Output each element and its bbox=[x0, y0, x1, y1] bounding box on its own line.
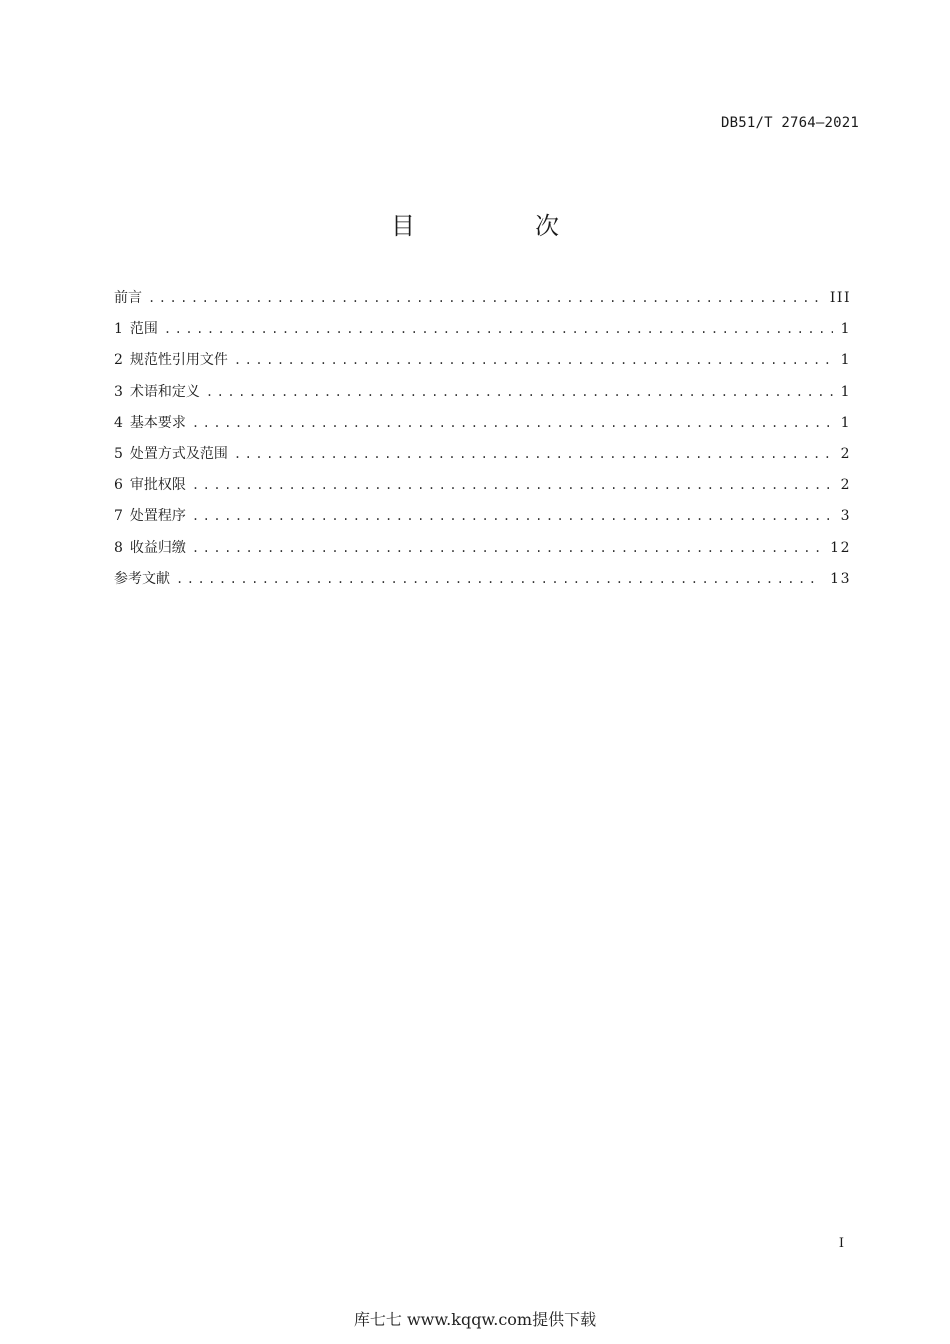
toc-entry-number: 5 bbox=[114, 445, 123, 462]
toc-entry-label bbox=[114, 318, 164, 340]
toc-entry[interactable] bbox=[114, 349, 851, 380]
toc-entry-page: 13 bbox=[830, 570, 851, 587]
toc-entry-number: 8 bbox=[114, 539, 123, 556]
toc-entry-label bbox=[114, 412, 192, 434]
toc-entry[interactable] bbox=[114, 287, 851, 318]
toc-dot-leader bbox=[234, 443, 833, 465]
toc-entry-text: 基本要求 bbox=[129, 414, 186, 431]
toc-entry-number: 1 bbox=[114, 321, 123, 338]
toc-list bbox=[114, 287, 851, 599]
toc-entry-label bbox=[114, 443, 234, 465]
toc-entry-label bbox=[114, 349, 234, 371]
toc-dot-leader bbox=[148, 287, 822, 309]
toc-entry-number: 4 bbox=[114, 414, 123, 431]
toc-entry-page: 2 bbox=[840, 445, 851, 462]
toc-entry[interactable] bbox=[114, 474, 851, 505]
toc-entry-page: 1 bbox=[840, 352, 851, 369]
toc-entry[interactable] bbox=[114, 505, 851, 536]
toc-entry-number: 2 bbox=[114, 352, 123, 369]
toc-entry[interactable] bbox=[114, 381, 851, 412]
document-code: DB51/T 2764—2021 bbox=[720, 115, 859, 131]
toc-entry-text: 处置方式及范围 bbox=[129, 445, 228, 462]
toc-dot-leader bbox=[192, 412, 833, 434]
toc-entry-label bbox=[114, 568, 176, 590]
toc-entry[interactable] bbox=[114, 568, 851, 599]
toc-entry-label bbox=[114, 381, 206, 403]
toc-entry-text: 处置程序 bbox=[129, 508, 186, 525]
toc-entry-label bbox=[114, 537, 192, 559]
toc-entry-label bbox=[114, 287, 148, 309]
toc-entry[interactable] bbox=[114, 412, 851, 443]
toc-entry-page: 12 bbox=[830, 539, 851, 556]
toc-dot-leader bbox=[192, 505, 833, 527]
toc-entry-page: 2 bbox=[840, 477, 851, 494]
toc-entry-text: 收益归缴 bbox=[129, 539, 186, 556]
toc-dot-leader bbox=[164, 318, 833, 340]
page-number: I bbox=[838, 1236, 844, 1251]
toc-entry-text: 参考文献 bbox=[114, 570, 170, 587]
toc-entry-page: 1 bbox=[840, 383, 851, 400]
toc-entry-page: 1 bbox=[840, 414, 851, 431]
toc-entry-text: 审批权限 bbox=[129, 477, 186, 494]
toc-entry[interactable] bbox=[114, 443, 851, 474]
toc-entry-label bbox=[114, 474, 192, 496]
toc-entry-page: 1 bbox=[840, 321, 851, 338]
toc-entry-text: 范围 bbox=[129, 321, 158, 338]
toc-entry-page: III bbox=[829, 290, 851, 306]
toc-dot-leader bbox=[176, 568, 822, 590]
toc-entry[interactable] bbox=[114, 537, 851, 568]
toc-entry-number: 7 bbox=[114, 508, 123, 525]
toc-entry-page: 3 bbox=[840, 508, 851, 525]
toc-dot-leader bbox=[234, 349, 833, 371]
toc-entry-number: 3 bbox=[114, 383, 123, 400]
toc-entry[interactable] bbox=[114, 318, 851, 349]
toc-dot-leader bbox=[206, 381, 833, 403]
toc-dot-leader bbox=[192, 474, 833, 496]
toc-entry-number: 6 bbox=[114, 477, 123, 494]
toc-title: 目 次 bbox=[391, 212, 607, 240]
toc-dot-leader bbox=[192, 537, 822, 559]
toc-entry-text: 术语和定义 bbox=[129, 383, 200, 400]
toc-entry-text: 规范性引用文件 bbox=[129, 352, 228, 369]
toc-entry-label bbox=[114, 505, 192, 527]
download-watermark: 库七七 www.kqqw.com提供下载 bbox=[353, 1310, 597, 1329]
toc-entry-text: 前言 bbox=[114, 290, 142, 306]
